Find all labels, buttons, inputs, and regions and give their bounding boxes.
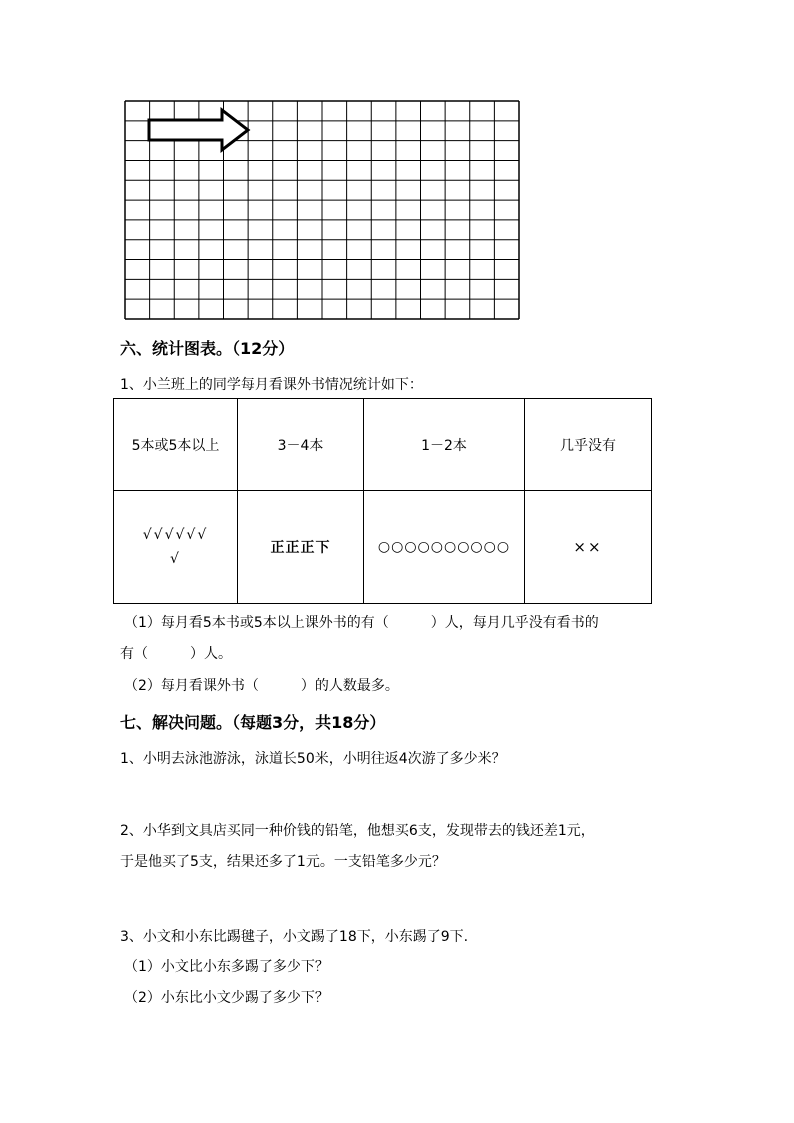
checkmarks-line1: √√√√√√ [142,527,209,543]
tally-marks: 正正正下 [270,540,331,556]
header-1-2: 1－2本 [364,399,525,491]
cell-crosses [525,491,652,604]
cross-marks: ×× [573,538,603,556]
header-3-4: 3－4本 [238,399,364,491]
table-value-row [114,491,652,604]
section7-title: 七、解决问题。（每题3分，共18分） [120,713,386,732]
problem-3-intro: 3、小文和小东比踢毽子，小文踢了18下，小东踢了9下. [120,929,469,945]
checkmarks-line2: √ [170,551,181,567]
problem-3-sub2: （2）小东比小文少踢了多少下？ [124,990,329,1006]
header-5-or-more: 5本或5本以上 [114,399,238,491]
section6-q1-intro: 1、小兰班上的同学每月看课外书情况统计如下： [120,377,423,393]
table-header-row [114,399,652,491]
grid-with-arrow [124,100,520,320]
header-almost-none: 几乎没有 [525,399,652,491]
section6-sub1-line1: （1）每月看5本书或5本以上课外书的有（ ）人，每月几乎没有看书的 [124,615,599,631]
problem-1: 1、小明去泳池游泳，泳道长50米，小明往返4次游了多少米？ [120,751,506,767]
problem-2-line1: 2、小华到文具店买同一种价钱的铅笔，他想买6支，发现带去的钱还差1元， [120,823,595,839]
reading-survey-table [113,398,652,604]
section6-sub1-line2: 有（ ）人。 [120,646,232,662]
circle-marks: ○○○○○○○○○○ [377,539,511,555]
section6-title: 六、统计图表。（12分） [120,339,295,358]
section6-sub2: （2）每月看课外书（ ）的人数最多。 [124,678,399,694]
cell-tally [238,491,364,604]
cell-circles [364,491,525,604]
problem-3-sub1: （1）小文比小东多踢了多少下？ [124,959,329,975]
problem-2-line2: 于是他买了5支，结果还多了1元。一支铅笔多少元？ [120,854,446,870]
cell-checkmarks [114,491,238,604]
